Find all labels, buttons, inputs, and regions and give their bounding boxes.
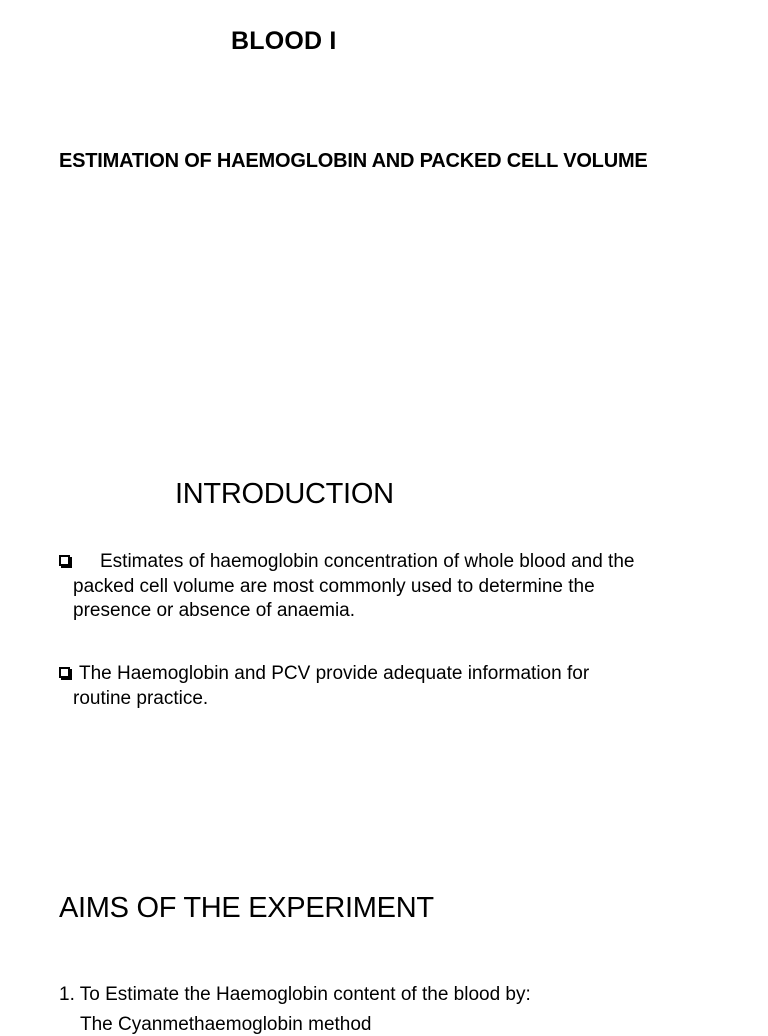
aims-heading: AIMS OF THE EXPERIMENT [59,892,434,924]
aim-sub-item: The Cyanmethaemoglobin method [80,1014,372,1035]
bullet-text: Estimates of haemoglobin concentration of whole blood and the [100,551,635,572]
bullet-line [59,550,719,575]
bullet-line [59,662,719,687]
introduction-bullet [59,550,719,624]
checkbox-icon [59,555,70,566]
introduction-bullet [59,662,719,711]
bullet-text: presence or absence of anaemia. [73,600,356,621]
document-title: BLOOD I [231,27,337,55]
document-subtitle: ESTIMATION OF HAEMOGLOBIN AND PACKED CELL VOLUME [59,150,648,172]
bullet-text: packed cell volume are most commonly used to determine the [73,575,595,597]
checkbox-icon [59,667,70,678]
bullet-text: routine practice. [73,687,209,709]
aim-item: 1. To Estimate the Haemoglobin content of the blood by: [59,984,531,1005]
introduction-heading: INTRODUCTION [175,478,394,510]
bullet-text: The Haemoglobin and PCV provide adequate information for [79,663,590,684]
